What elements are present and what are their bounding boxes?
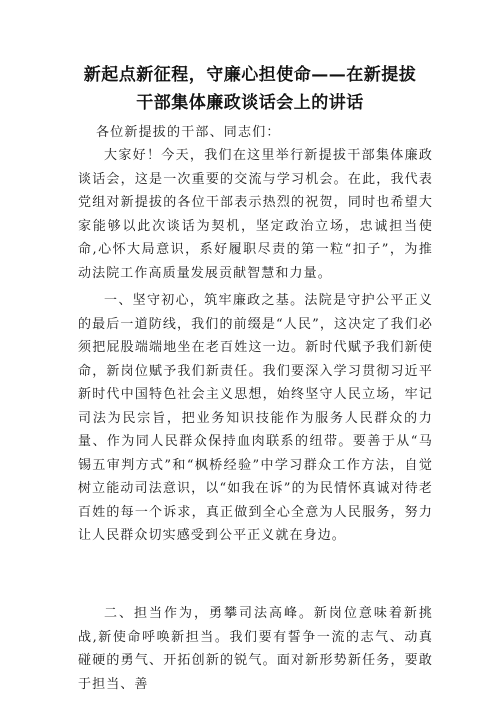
document-title-line-2: 干部集体廉政谈话会上的讲话	[136, 93, 364, 113]
paragraph-section-one: 一、坚守初心，筑牢廉政之基。法院是守护公平正义的最后一道防线，我们的前缀是“人民”，这决定了我们必须把屁股端端地坐在老百姓这一边。新时代赋予我们新使命，新岗位赋予我们新责任。我们要深入学习贯彻习近平新时代中国特色社会主义思想，始终坚守人民立场，牢记司法为民宗旨，把业务知识技能作为服务人民群众的力量、作为同人民群众保持血肉联系的纽带。要善于从“马锡五审判方式”和“枫桥经验”中学习群众工作方法，自觉树立能动司法意识，以“如我在诉”的为民情怀真诚对待老百姓的每一个诉求，真正做到全心全意为人民服务，努力让人民群众切实感受到公平正义就在身边。	[78, 293, 433, 543]
document-title-line-1: 新起点新征程，守廉心担使命——在新提拔	[83, 65, 417, 85]
paragraph-section-two: 二、担当作为，勇攀司法高峰。新岗位意味着新挑战,新使命呼唤新担当。我们要有誓争一流的志气、动真碰硬的勇气、开拓创新的锐气。面对新形势新任务，要敢于担当、善	[78, 606, 433, 692]
salutation: 各位新提拔的干部、同志们：	[96, 125, 281, 140]
paragraph-opening: 大家好！今天，我们在这里举行新提拔干部集体廉政谈话会，这是一次重要的交流与学习机会。在此，我代表党组对新提拔的各位干部表示热烈的祝贺，同时也希望大家能够以此次谈话为契机，坚定政治立场，忠诚担当使命,心怀大局意识，系好履职尽责的第一粒“扣子”，为推动法院工作高质量发展贡献智慧和力量。	[78, 148, 433, 281]
